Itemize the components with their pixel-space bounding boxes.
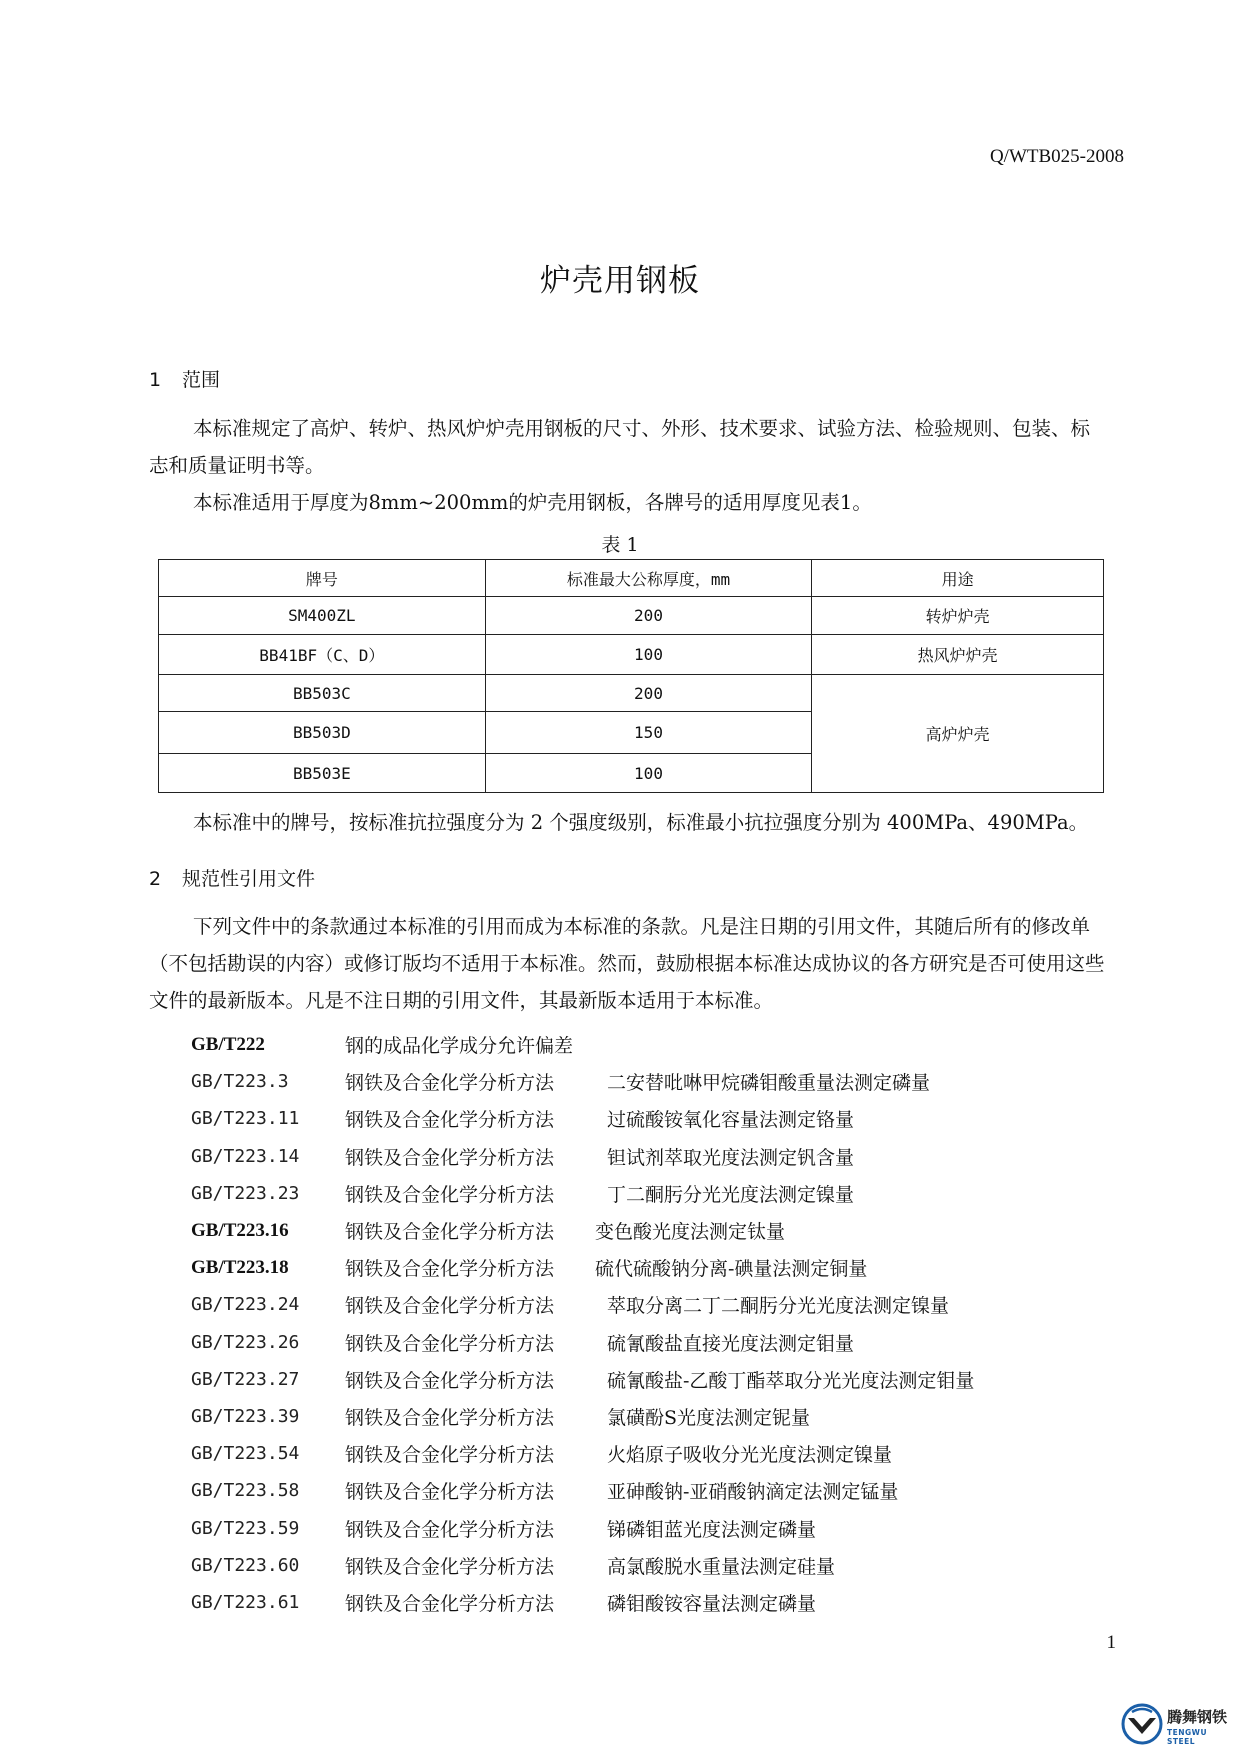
reference-code: GB/T223.54 — [191, 1443, 300, 1465]
reference-item — [191, 1584, 974, 1621]
reference-method: 氯磺酚S光度法测定铌量 — [607, 1406, 811, 1429]
document-code: Q/WTB025-2008 — [989, 146, 1124, 167]
section-2-number: 2 — [149, 868, 162, 890]
reference-code: GB/T223.61 — [191, 1591, 300, 1613]
scope-paragraph-1: 本标准规定了高炉、转炉、热风炉炉壳用钢板的尺寸、外形、技术要求、试验方法、检验规则、包装、标志和质量证明书等。 — [149, 417, 1091, 477]
reference-item — [191, 1063, 974, 1100]
reference-item — [191, 1175, 974, 1212]
reference-category: 钢铁及合金化学分析方法 — [345, 1072, 555, 1095]
table-cell-grade: BB503C — [159, 675, 486, 712]
grade-table — [158, 559, 1104, 793]
reference-code: GB/T223.26 — [191, 1331, 300, 1353]
scope-paragraph-3: 本标准中的牌号，按标准抗拉强度分为 2 个强度级别，标准最小抗拉强度分别为 400MPa、490MPa。 — [193, 811, 1089, 834]
table-header-thickness: 标准最大公称厚度，mm — [485, 560, 812, 597]
table-cell-thickness: 150 — [485, 712, 812, 754]
table-row — [159, 675, 1104, 712]
table-cell-grade: BB41BF（C、D） — [159, 635, 486, 675]
table-cell-grade: SM400ZL — [159, 597, 486, 635]
reference-method: 锑磷钼蓝光度法测定磷量 — [607, 1518, 817, 1541]
table-cell-thickness: 200 — [485, 675, 812, 712]
reference-item — [191, 1286, 974, 1323]
reference-category: 钢铁及合金化学分析方法 — [345, 1109, 555, 1132]
reference-category: 钢铁及合金化学分析方法 — [345, 1295, 555, 1318]
reference-code: GB/T223.16 — [191, 1219, 289, 1241]
reference-code: GB/T223.24 — [191, 1294, 300, 1316]
reference-code: GB/T223.58 — [191, 1480, 300, 1502]
reference-category: 钢铁及合金化学分析方法 — [345, 1444, 555, 1467]
table-cell-grade: BB503E — [159, 754, 486, 793]
logo-name-cn: 腾舞钢铁 — [1167, 1708, 1228, 1726]
reference-code: GB/T223.59 — [191, 1517, 300, 1539]
reference-method: 磷钼酸铵容量法测定磷量 — [607, 1592, 817, 1615]
reference-method: 变色酸光度法测定钛量 — [595, 1221, 786, 1244]
reference-code: GB/T222 — [191, 1033, 265, 1055]
section-2-heading — [149, 864, 315, 891]
logo-name-en: TENGWU STEEL — [1167, 1728, 1208, 1746]
reference-method: 亚砷酸钠-亚硝酸钠滴定法测定锰量 — [607, 1481, 899, 1504]
reference-category: 钢的成品化学成分允许偏差 — [345, 1035, 574, 1058]
reference-method: 萃取分离二丁二酮肟分光光度法测定镍量 — [607, 1295, 950, 1318]
reference-code: GB/T223.27 — [191, 1368, 300, 1390]
reference-category: 钢铁及合金化学分析方法 — [345, 1518, 555, 1541]
reference-category: 钢铁及合金化学分析方法 — [345, 1406, 555, 1429]
reference-code: GB/T223.39 — [191, 1405, 300, 1427]
reference-method: 高氯酸脱水重量法测定硅量 — [607, 1555, 836, 1578]
reference-method: 钽试剂萃取光度法测定钒含量 — [607, 1146, 855, 1169]
table-cell-use-merged: 高炉炉壳 — [812, 675, 1104, 793]
reference-item — [191, 1398, 974, 1435]
table-header-grade: 牌号 — [159, 560, 486, 597]
table-cell-thickness: 200 — [485, 597, 812, 635]
reference-method: 过硫酸铵氧化容量法测定铬量 — [607, 1109, 855, 1132]
table-row — [159, 635, 1104, 675]
reference-item — [191, 1100, 974, 1137]
reference-method: 硫氰酸盐-乙酸丁酯萃取分光光度法测定钼量 — [607, 1369, 975, 1392]
reference-item — [191, 1361, 974, 1398]
reference-item — [191, 1212, 974, 1249]
reference-item — [191, 1138, 974, 1175]
reference-category: 钢铁及合金化学分析方法 — [345, 1369, 555, 1392]
reference-item — [191, 1324, 974, 1361]
reference-code: GB/T223.18 — [191, 1256, 289, 1278]
reference-category: 钢铁及合金化学分析方法 — [345, 1332, 555, 1355]
reference-item — [191, 1249, 974, 1286]
table-header-row — [159, 560, 1104, 597]
reference-category: 钢铁及合金化学分析方法 — [345, 1592, 555, 1615]
references-paragraph: 下列文件中的条款通过本标准的引用而成为本标准的条款。凡是注日期的引用文件，其随后所有的修改单（不包括勘误的内容）或修订版均不适用于本标准。然而，鼓励根据本标准达成协议的各方研究是否可使用这些文件的最新版本。凡是不注日期的引用文件，其最新版本适用于本标准。 — [149, 915, 1105, 1012]
scope-paragraph-2: 本标准适用于厚度为8mm~200mm的炉壳用钢板，各牌号的适用厚度见表1。 — [193, 491, 872, 514]
document-title: 炉壳用钢板 — [540, 263, 700, 299]
section-1-heading — [149, 365, 220, 392]
table-cell-thickness: 100 — [485, 754, 812, 793]
table-header-use: 用途 — [812, 560, 1104, 597]
table-cell-use: 热风炉炉壳 — [812, 635, 1104, 675]
page-number: 1 — [1106, 1632, 1116, 1653]
reference-item — [191, 1509, 974, 1546]
reference-code: GB/T223.60 — [191, 1554, 300, 1576]
reference-method: 二安替吡啉甲烷磷钼酸重量法测定磷量 — [607, 1072, 931, 1095]
reference-item — [191, 1472, 974, 1509]
reference-category: 钢铁及合金化学分析方法 — [345, 1258, 555, 1281]
section-2-title: 规范性引用文件 — [182, 868, 316, 890]
tengwu-logo-icon — [1120, 1702, 1164, 1746]
table-cell-use: 转炉炉壳 — [812, 597, 1104, 635]
reference-category: 钢铁及合金化学分析方法 — [345, 1481, 555, 1504]
table-cell-thickness: 100 — [485, 635, 812, 675]
section-1-number: 1 — [149, 369, 162, 391]
reference-method: 硫代硫酸钠分离-碘量法测定铜量 — [595, 1258, 868, 1281]
reference-method: 丁二酮肟分光光度法测定镍量 — [607, 1183, 855, 1206]
reference-item — [191, 1547, 974, 1584]
reference-code: GB/T223.3 — [191, 1071, 289, 1093]
reference-category: 钢铁及合金化学分析方法 — [345, 1555, 555, 1578]
reference-category: 钢铁及合金化学分析方法 — [345, 1221, 555, 1244]
reference-method: 火焰原子吸收分光光度法测定镍量 — [607, 1444, 893, 1467]
reference-item — [191, 1435, 974, 1472]
section-1-title: 范围 — [182, 369, 221, 391]
reference-code: GB/T223.23 — [191, 1182, 300, 1204]
reference-code: GB/T223.14 — [191, 1145, 300, 1167]
reference-code: GB/T223.11 — [191, 1108, 300, 1130]
reference-item — [191, 1026, 974, 1063]
reference-category: 钢铁及合金化学分析方法 — [345, 1146, 555, 1169]
table-caption: 表 1 — [601, 534, 639, 556]
company-logo — [1120, 1702, 1230, 1746]
table-cell-grade: BB503D — [159, 712, 486, 754]
reference-category: 钢铁及合金化学分析方法 — [345, 1183, 555, 1206]
table-row — [159, 597, 1104, 635]
reference-list — [191, 1026, 974, 1621]
reference-method: 硫氰酸盐直接光度法测定钼量 — [607, 1332, 855, 1355]
